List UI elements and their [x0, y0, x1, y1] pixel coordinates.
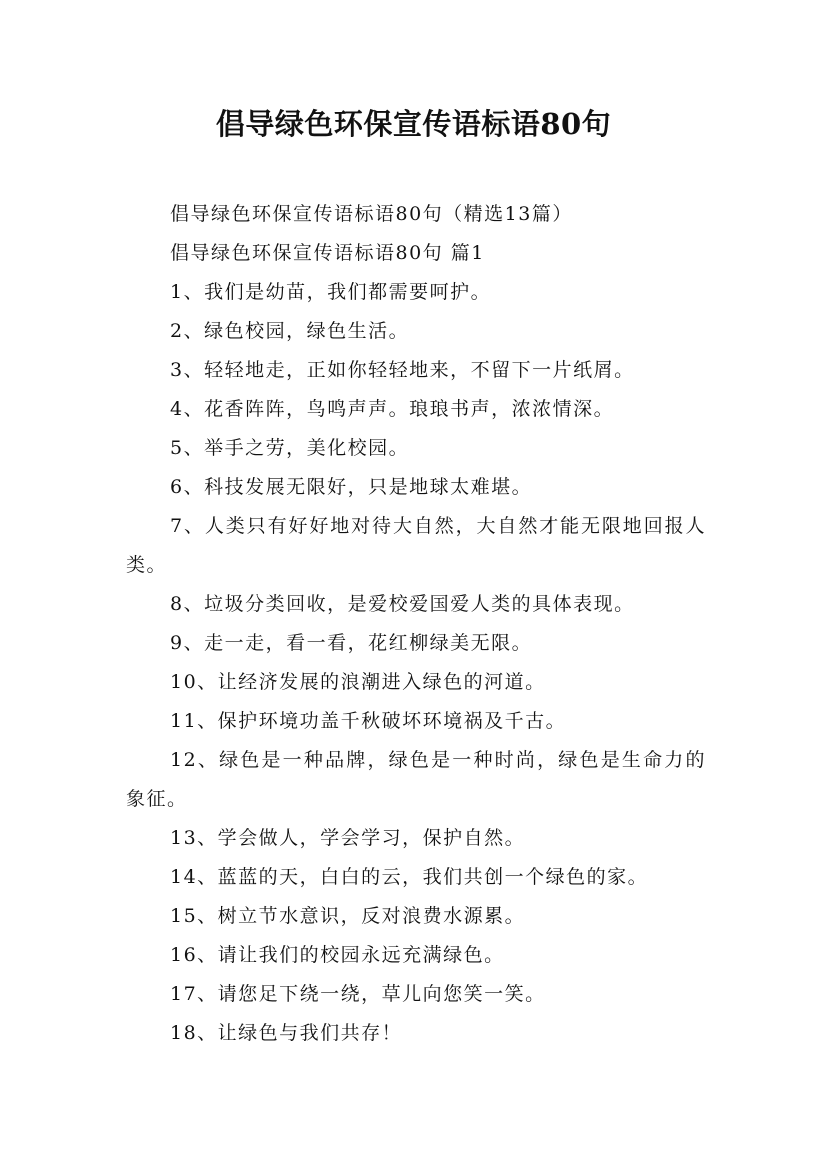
list-item: 12、绿色是一种品牌，绿色是一种时尚，绿色是生命力的象征。 — [126, 749, 706, 810]
document-title: 倡导绿色环保宣传语标语80句 — [215, 107, 612, 141]
list-item: 13、学会做人，学会学习，保护自然。 — [170, 827, 526, 849]
list-item: 1、我们是幼苗，我们都需要呵护。 — [170, 281, 492, 303]
section-heading: 倡导绿色环保宣传语标语80句 篇1 — [170, 242, 485, 264]
list-item: 6、科技发展无限好，只是地球太难堪。 — [170, 476, 533, 498]
list-item: 2、绿色校园，绿色生活。 — [170, 320, 410, 342]
list-item: 17、请您足下绕一绕，草儿向您笑一笑。 — [170, 983, 546, 1005]
list-item: 9、走一走，看一看，花红柳绿美无限。 — [170, 632, 533, 654]
list-item: 14、蓝蓝的天，白白的云，我们共创一个绿色的家。 — [170, 866, 649, 888]
list-item: 8、垃圾分类回收，是爱校爱国爱人类的具体表现。 — [170, 593, 635, 615]
list-item: 11、保护环境功盖千秋破坏环境祸及千古。 — [170, 710, 567, 732]
list-item: 7、人类只有好好地对待大自然，大自然才能无限地回报人类。 — [126, 515, 706, 576]
list-item: 18、让绿色与我们共存！ — [170, 1022, 403, 1044]
list-item: 5、举手之劳，美化校园。 — [170, 437, 410, 459]
document-body — [126, 195, 706, 1053]
list-item: 16、请让我们的校园永远充满绿色。 — [170, 944, 505, 966]
list-item: 3、轻轻地走，正如你轻轻地来，不留下一片纸屑。 — [170, 359, 635, 381]
body-paragraph: 倡导绿色环保宣传语标语80句（精选13篇） — [170, 203, 573, 225]
list-item: 4、花香阵阵，鸟鸣声声。琅琅书声，浓浓情深。 — [170, 398, 615, 420]
list-item: 10、让经济发展的浪潮进入绿色的河道。 — [170, 671, 546, 693]
list-item: 15、树立节水意识，反对浪费水源累。 — [170, 905, 526, 927]
